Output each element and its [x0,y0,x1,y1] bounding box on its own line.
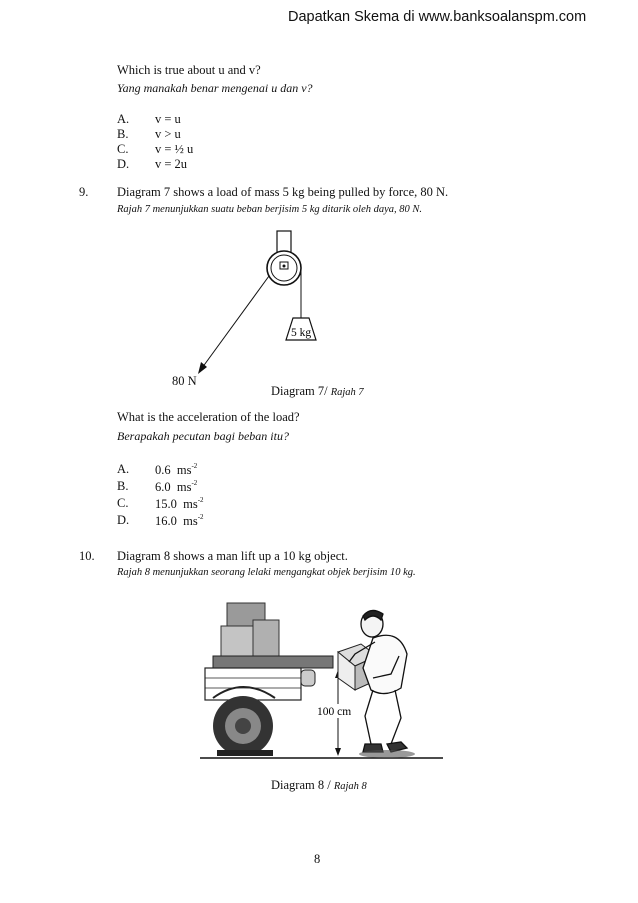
lifting-diagram [195,598,455,766]
diagram7-caption [271,384,364,399]
q9-option-value: 0.6 $ms^{-2}$ [155,462,198,477]
page-number: 8 [314,852,321,866]
q9-stem-en: Diagram 7 shows a load of mass 5 kg being pulled by force, 80 N. [117,185,449,199]
q9-option-letter: B. [117,479,129,493]
page-header: Dapatkan Skema di www.banksoalanspm.com [288,9,587,25]
q9-option-letter: D. [117,513,130,527]
q8-question-en: Which is true about u and v? [117,63,261,77]
diagram7-caption-ms: Rajah 7 [330,387,364,398]
tail-light [301,670,315,686]
pulley-diagram [180,228,380,398]
diagram8-caption-ms: Rajah 8 [333,781,367,792]
q9-option-letter: A. [117,462,130,476]
q9-option-value: 6.0 $ms^{-2}$ [155,479,198,494]
q10-stem-ms: Rajah 8 menunjukkan seorang lelaki mengangkat objek berjisim 10 kg. [117,567,416,578]
q8-option-letter: A. [117,112,130,126]
q8-option-text: v = ½ u [155,142,194,156]
rope-left [202,276,269,368]
diagram8-caption [271,778,367,793]
q9-number: 9. [79,185,89,199]
q8-option-text: v = 2u [155,157,188,171]
q9-option-value: 16.0 $ms^{-2}$ [155,513,204,528]
mass-label: 5 kg [290,327,312,339]
q9-question-en: What is the acceleration of the load? [117,410,300,424]
q9-question-ms: Berapakah pecutan bagi beban itu? [117,429,289,443]
q9-option-letter: C. [117,496,129,510]
height-label: 100 cm [317,706,352,718]
cargo-box-left [221,626,255,656]
q8-option-letter: B. [117,127,129,141]
q8-option-text: v = u [155,112,181,126]
truck-side [205,668,301,700]
q8-option-text: v > u [155,127,181,141]
q10-stem-en: Diagram 8 shows a man lift up a 10 kg object. [117,549,348,563]
diagram7-caption-en: Diagram 7/ [271,384,328,398]
force-label: 80 N [172,374,197,388]
q9-option-value: 15.0 $ms^{-2}$ [155,496,204,511]
q8-question-ms: Yang manakah benar mengenai u dan v? [117,81,313,95]
truck-bed [213,656,333,668]
q8-option-letter: D. [117,157,130,171]
diagram8-caption-en: Diagram 8 / [271,778,331,792]
q9-stem-ms: Rajah 7 menunjukkan suatu beban berjisim 5 kg ditarik oleh daya, 80 N. [117,204,423,215]
q10-number: 10. [79,549,95,563]
cargo-box-right [253,620,279,656]
q8-option-letter: C. [117,142,129,156]
